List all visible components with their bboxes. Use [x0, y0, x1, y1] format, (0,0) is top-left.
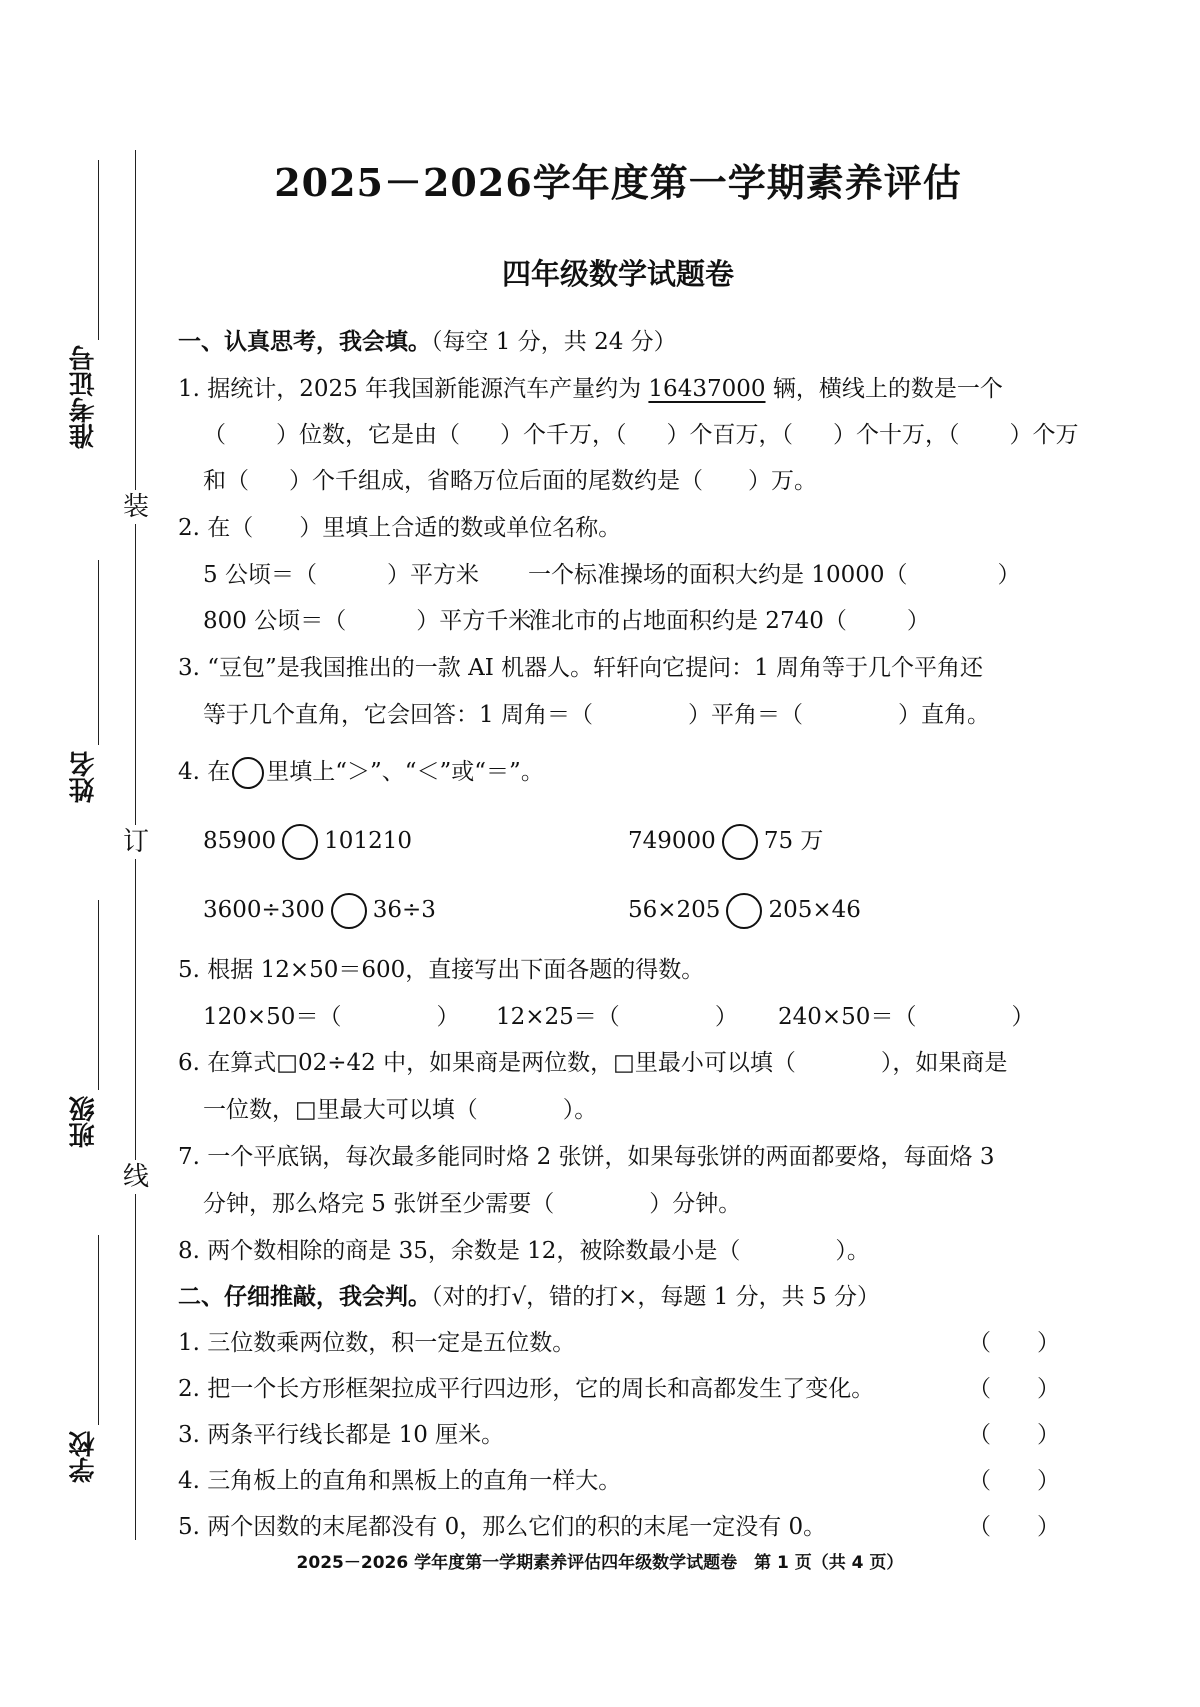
q2-text: ）平方千米	[416, 608, 532, 634]
q1-text: 和（	[203, 468, 249, 494]
q2-text: ）平方米	[386, 562, 479, 588]
class-label: 班级	[69, 1096, 99, 1149]
q7-line2	[203, 1187, 741, 1221]
q5-item-2	[496, 1000, 738, 1034]
q2-text: ）	[997, 562, 1021, 588]
q7-text: ）分钟。	[649, 1191, 742, 1217]
q5-close: ）	[1011, 1004, 1035, 1030]
exam-subtitle: 四年级数学试题卷	[501, 257, 734, 291]
section1-note: （每空 1 分，共 24 分）	[431, 329, 677, 355]
binding-char-ding: 订	[120, 825, 152, 859]
judge-item-4: 4. 三角板上的直角和黑板上的直角一样大。	[178, 1468, 622, 1494]
q4-right: 205×46	[768, 897, 861, 923]
q5-expr: 120×50＝（	[203, 1004, 342, 1030]
q4-left: 56×205	[628, 897, 721, 923]
q2-item-c	[203, 604, 531, 638]
name-field[interactable]	[69, 560, 130, 804]
name-label: 姓名	[69, 751, 99, 804]
q2-text: 淮北市的占地面积约是 2740（	[528, 608, 847, 634]
binding-char-xian: 线	[120, 1160, 152, 1194]
q4-stem	[178, 755, 544, 789]
judge-bracket-3[interactable]: （ ）	[968, 1422, 1060, 1448]
q3-line1: 3. “豆包”是我国推出的一款 AI 机器人。轩轩向它提问：1 周角等于几个平角还	[178, 655, 984, 681]
school-field[interactable]	[69, 1235, 130, 1484]
section2-heading	[178, 1280, 880, 1314]
q3-line2	[203, 698, 990, 732]
q4-left: 3600÷300	[203, 897, 325, 923]
exam-number-line	[98, 160, 99, 340]
q4-text: 4. 在	[178, 759, 231, 785]
q5-close: ）	[436, 1004, 460, 1030]
q8-text: 8. 两个数相除的商是 35，余数是 12，被除数最小是（	[178, 1238, 741, 1264]
section2-note: （对的打√，错的打×，每题 1 分，共 5 分）	[431, 1284, 880, 1310]
q4-right: 36÷3	[372, 897, 436, 923]
q6-text: 一位数，□里最大可以填（	[203, 1097, 478, 1123]
q2-item-a	[203, 558, 479, 592]
q4-answer-circle[interactable]	[726, 893, 762, 929]
exam-title: 2025－2026学年度第一学期素养评估	[274, 160, 962, 205]
class-line	[98, 900, 99, 1090]
q5-item-1	[203, 1000, 459, 1034]
q5-item-3	[778, 1000, 1034, 1034]
judge-item-2: 2. 把一个长方形框架拉成平行四边形，它的周长和高都发生了变化。	[178, 1376, 875, 1402]
q2-text: 5 公顷＝（	[203, 562, 317, 588]
class-field[interactable]	[69, 900, 130, 1149]
judge-bracket-1[interactable]: （ ）	[968, 1330, 1060, 1356]
q5-expr: 240×50＝（	[778, 1004, 917, 1030]
judge-item-5: 5. 两个因数的末尾都没有 0，那么它们的积的末尾一定没有 0。	[178, 1514, 827, 1540]
section2-title: 二、仔细推敲，我会判。	[178, 1283, 431, 1310]
school-line	[98, 1235, 99, 1425]
judge-bracket-4[interactable]: （ ）	[968, 1468, 1060, 1494]
q2-text: 800 公顷＝（	[203, 608, 347, 634]
exam-number-label: 准考证号	[69, 345, 99, 450]
section1-heading	[178, 325, 677, 359]
q1-text: ）个百万，（	[666, 422, 793, 448]
q1-line3	[203, 464, 817, 498]
q3-text: ）平角＝（	[687, 702, 803, 728]
q5-expr: 12×25＝（	[496, 1004, 620, 1030]
section1-title: 一、认真思考，我会填。	[178, 328, 431, 355]
q7-text: 分钟，那么烙完 5 张饼至少需要（	[203, 1191, 555, 1217]
judge-item-3: 3. 两条平行线长都是 10 厘米。	[178, 1422, 505, 1448]
q1-line2	[203, 418, 1079, 452]
q5-stem: 5. 根据 12×50＝600，直接写出下面各题的得数。	[178, 957, 705, 983]
binding-char-zhuang: 装	[120, 490, 152, 524]
q4-text: 里填上“＞”、“＜”或“＝”。	[266, 759, 544, 785]
q1-bracket: （	[203, 422, 226, 448]
q1-number: 16437000	[648, 376, 766, 402]
q3-text: ）直角。	[897, 702, 990, 728]
q4-item-2	[628, 824, 823, 860]
q4-left: 749000	[628, 828, 716, 854]
q8-text: ）。	[835, 1238, 870, 1264]
q4-answer-circle[interactable]	[722, 824, 758, 860]
q6-text: 6. 在算式□02÷42 中，如果商是两位数，□里最小可以填（	[178, 1050, 796, 1076]
q6-text: ），如果商是	[880, 1050, 1008, 1076]
q2-item-d	[528, 604, 930, 638]
q1-text: ）个千万，（	[500, 422, 627, 448]
q4-item-1	[203, 824, 412, 860]
q1-text: 1. 据统计，2025 年我国新能源汽车产量约为	[178, 376, 642, 402]
q2-text: ）	[906, 608, 930, 634]
q3-text: 等于几个直角，它会回答：1 周角＝（	[203, 702, 593, 728]
exam-number-field[interactable]	[70, 160, 130, 450]
q6-line1	[178, 1046, 1007, 1080]
q4-left: 85900	[203, 828, 277, 854]
q6-line2	[203, 1093, 597, 1127]
q1-line1	[178, 372, 1003, 406]
q1-text: ）个万	[1009, 422, 1079, 448]
q1-text: ）个十万，（	[833, 422, 960, 448]
q4-item-4	[628, 893, 861, 929]
name-line	[98, 560, 99, 745]
q4-answer-circle[interactable]	[282, 824, 318, 860]
judge-item-1: 1. 三位数乘两位数，积一定是五位数。	[178, 1330, 576, 1356]
school-label: 学校	[69, 1431, 99, 1484]
q6-text: ）。	[562, 1097, 598, 1123]
judge-bracket-2[interactable]: （ ）	[968, 1376, 1060, 1402]
q1-text: ）万。	[748, 468, 817, 494]
judge-bracket-5[interactable]: （ ）	[968, 1514, 1060, 1540]
q4-stem-circle-icon	[232, 757, 264, 789]
q4-item-3	[203, 893, 436, 929]
page-footer: 2025－2026 学年度第一学期素养评估四年级数学试题卷 第 1 页（共 4 页）	[296, 1553, 904, 1573]
q2-text: 一个标准操场的面积大约是 10000（	[528, 562, 908, 588]
q2-stem: 2. 在（ ）里填上合适的数或单位名称。	[178, 515, 622, 541]
q4-right: 101210	[324, 828, 412, 854]
q2-item-b	[528, 558, 1020, 592]
q4-answer-circle[interactable]	[331, 893, 367, 929]
q4-right: 75 万	[763, 828, 824, 854]
q1-text: 辆，横线上的数是一个	[772, 376, 1003, 402]
q1-text: ）位数，它是由（	[276, 422, 460, 448]
q8-line	[178, 1234, 870, 1268]
q5-close: ）	[714, 1004, 738, 1030]
q7-line1: 7. 一个平底锅，每次最多能同时烙 2 张饼，如果每张饼的两面都要烙，每面烙 3	[178, 1144, 995, 1170]
q1-text: ）个千组成，省略万位后面的尾数约是（	[289, 468, 703, 494]
